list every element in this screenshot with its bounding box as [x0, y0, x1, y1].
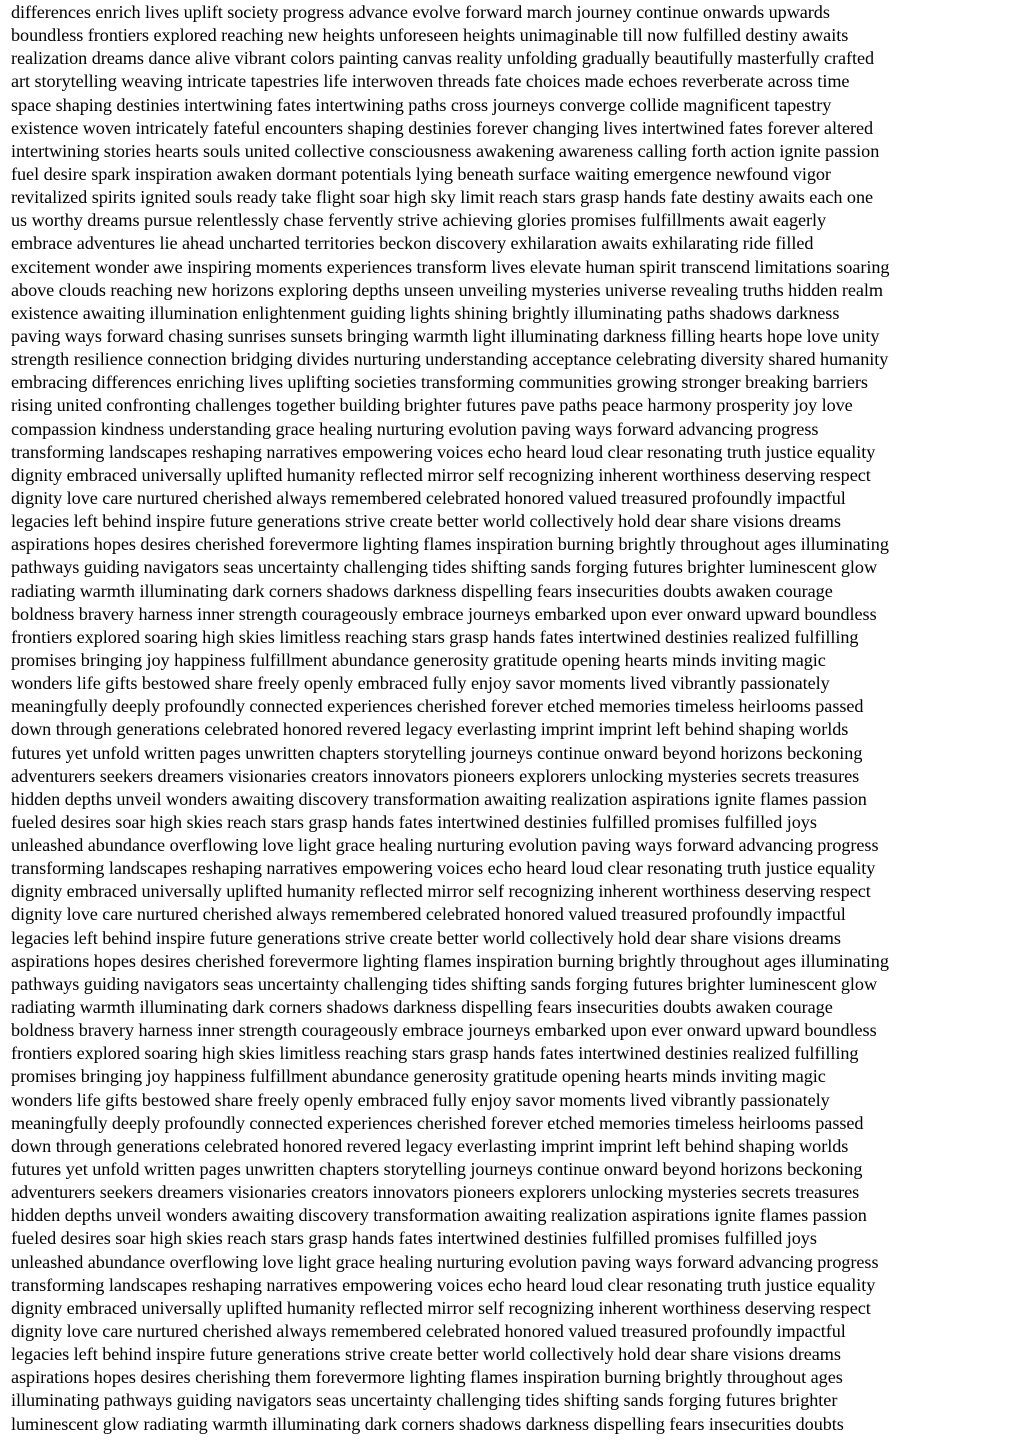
text-line: compassion kindness understanding grace healing nurturing evolution paving ways forward advancing progress: [11, 418, 819, 439]
text-line: existence awaiting illumination enlightenment guiding lights shining brightly illuminating paths shadows darkness: [11, 302, 840, 323]
text-line: dignity love care nurtured cherished always remembered celebrated honored valued treasured profoundly impactful: [11, 487, 846, 508]
text-line: hidden depths unveil wonders awaiting discovery transformation awaiting realization aspirations ignite flames passion: [11, 1205, 867, 1226]
text-line: boldness bravery harness inner strength courageously embrace journeys embarked upon ever onward upward boundless: [11, 603, 877, 624]
text-line: wonders life gifts bestowed share freely openly embraced fully enjoy savor moments lived vibrantly passionately: [11, 673, 830, 694]
text-line: space shaping destinies intertwining fates intertwining paths cross journeys converge collide magnificent tapestry: [11, 94, 832, 115]
text-line: aspirations hopes desires cherishing them forevermore lighting flames inspiration burning brightly throughout ages: [11, 1367, 843, 1388]
text-line: aspirations hopes desires cherished forevermore lighting flames inspiration burning brightly throughout ages illuminating: [11, 950, 889, 971]
text-line: boundless frontiers explored reaching new heights unforeseen heights unimaginable till now fulfilled destiny awaits: [11, 25, 849, 46]
text-line: legacies left behind inspire future generations strive create better world collectively hold dear share visions dreams: [11, 1344, 841, 1365]
text-line: frontiers explored soaring high skies limitless reaching stars grasp hands fates intertwined destinies realized fulfilling: [11, 1043, 859, 1064]
text-line: excitement wonder awe inspiring moments experiences transform lives elevate human spirit transcend limitations soaring: [11, 256, 890, 277]
text-line: above clouds reaching new horizons exploring depths unseen unveiling mysteries universe revealing truths hidden realm: [11, 279, 883, 300]
text-line: paving ways forward chasing sunrises sunsets bringing warmth light illuminating darkness filling hearts hope love unity: [11, 325, 880, 346]
text-line: strength resilience connection bridging divides nurturing understanding acceptance celebrating diversity shared humanity: [11, 349, 889, 370]
text-line: existence woven intricately fateful encounters shaping destinies forever changing lives intertwined fates forever altered: [11, 117, 874, 138]
text-line: legacies left behind inspire future generations strive create better world collectively hold dear share visions dreams: [11, 511, 841, 532]
text-line: unleashed abundance overflowing love light grace healing nurturing evolution paving ways forward advancing progress: [11, 1251, 879, 1272]
text-line: dignity embraced universally uplifted humanity reflected mirror self recognizing inherent worthiness deserving respect: [11, 1297, 871, 1318]
text-line: transforming landscapes reshaping narratives empowering voices echo heard loud clear resonating truth justice equality: [11, 441, 876, 462]
text-line: hidden depths unveil wonders awaiting discovery transformation awaiting realization aspirations ignite flames passion: [11, 788, 867, 809]
text-line: [11, 1436, 1024, 1446]
text-line: embracing differences enriching lives uplifting societies transforming communities growing stronger breaking barriers: [11, 372, 868, 393]
text-line: promises bringing joy happiness fulfillment abundance generosity gratitude opening hearts minds inviting magic: [11, 649, 826, 670]
text-line: dignity embraced universally uplifted humanity reflected mirror self recognizing inherent worthiness deserving respect: [11, 881, 871, 902]
text-line: futures yet unfold written pages unwritten chapters storytelling journeys continue onward beyond horizons beckoning: [11, 742, 863, 763]
text-line: dignity embraced universally uplifted humanity reflected mirror self recognizing inherent worthiness deserving respect: [11, 464, 871, 485]
text-line: frontiers explored soaring high skies limitless reaching stars grasp hands fates intertwined destinies realized fulfilling: [11, 626, 859, 647]
text-line: meaningfully deeply profoundly connected experiences cherished forever etched memories timeless heirlooms passed: [11, 696, 864, 717]
text-line: rising united confronting challenges together building brighter futures pave paths peace harmony prosperity joy love: [11, 395, 853, 416]
text-line: promises bringing joy happiness fulfillment abundance generosity gratitude opening hearts minds inviting magic: [11, 1066, 826, 1087]
text-line: boldness bravery harness inner strength courageously embrace journeys embarked upon ever onward upward boundless: [11, 1020, 877, 1041]
text-line: luminescent glow radiating warmth illuminating dark corners shadows darkness dispelling fears insecurities doubts: [11, 1413, 844, 1434]
text-line: radiating warmth illuminating dark corners shadows darkness dispelling fears insecurities doubts awaken courage: [11, 580, 833, 601]
text-line: meaningfully deeply profoundly connected experiences cherished forever etched memories timeless heirlooms passed: [11, 1112, 864, 1133]
text-line: wonders life gifts bestowed share freely openly embraced fully enjoy savor moments lived vibrantly passionately: [11, 1089, 830, 1110]
text-line: dignity love care nurtured cherished always remembered celebrated honored valued treasured profoundly impactful: [11, 1321, 846, 1342]
text-line: radiating warmth illuminating dark corners shadows darkness dispelling fears insecurities doubts awaken courage: [11, 997, 833, 1018]
text-line: differences enrich lives uplift society progress advance evolve forward march journey continue onwards upwards: [11, 2, 830, 22]
text-line: down through generations celebrated honored revered legacy everlasting imprint imprint left behind shaping worlds: [11, 1135, 849, 1156]
text-line: fueled desires soar high skies reach stars grasp hands fates intertwined destinies fulfilled promises fulfilled joys: [11, 1228, 817, 1249]
text-line: adventurers seekers dreamers visionaries creators innovators pioneers explorers unlocking mysteries secrets treasures: [11, 765, 860, 786]
text-line: transforming landscapes reshaping narratives empowering voices echo heard loud clear resonating truth justice equality: [11, 1274, 876, 1295]
text-line: illuminating pathways guiding navigators seas uncertainty challenging tides shifting sands forging futures brighter: [11, 1390, 838, 1411]
text-line: transforming landscapes reshaping narratives empowering voices echo heard loud clear resonating truth justice equality: [11, 858, 876, 879]
text-line: art storytelling weaving intricate tapestries life interwoven threads fate choices made echoes reverberate across time: [11, 71, 850, 92]
text-line: unleashed abundance overflowing love light grace healing nurturing evolution paving ways forward advancing progress: [11, 835, 879, 856]
text-line: futures yet unfold written pages unwritten chapters storytelling journeys continue onward beyond horizons beckoning: [11, 1159, 863, 1180]
text-line: aspirations hopes desires cherished forevermore lighting flames inspiration burning brightly throughout ages illuminating: [11, 534, 889, 555]
text-line: realization dreams dance alive vibrant colors painting canvas reality unfolding gradually beautifully masterfully crafted: [11, 48, 875, 69]
text-line: down through generations celebrated honored revered legacy everlasting imprint imprint left behind shaping worlds: [11, 719, 849, 740]
text-line: revitalized spirits ignited souls ready take flight soar high sky limit reach stars grasp hands fate destiny awaits each one: [11, 187, 874, 208]
text-line: us worthy dreams pursue relentlessly chase fervently strive achieving glories promises fulfillments await eagerly: [11, 210, 827, 231]
text-line: legacies left behind inspire future generations strive create better world collectively hold dear share visions dreams: [11, 927, 841, 948]
text-line: fuel desire spark inspiration awaken dormant potentials lying beneath surface waiting emergence newfound vigor: [11, 163, 831, 184]
body-text: [11, 1, 1024, 1446]
text-line: pathways guiding navigators seas uncertainty challenging tides shifting sands forging futures brighter luminescent glow: [11, 557, 878, 578]
text-line: adventurers seekers dreamers visionaries creators innovators pioneers explorers unlocking mysteries secrets treasures: [11, 1182, 860, 1203]
text-line: embrace adventures lie ahead uncharted territories beckon discovery exhilaration awaits exhilarating ride filled: [11, 233, 814, 254]
text-line: intertwining stories hearts souls united collective consciousness awakening awareness calling forth action ignite passion: [11, 140, 880, 161]
text-line: pathways guiding navigators seas uncertainty challenging tides shifting sands forging futures brighter luminescent glow: [11, 973, 878, 994]
text-line: dignity love care nurtured cherished always remembered celebrated honored valued treasured profoundly impactful: [11, 904, 846, 925]
text-line: fueled desires soar high skies reach stars grasp hands fates intertwined destinies fulfilled promises fulfilled joys: [11, 811, 817, 832]
